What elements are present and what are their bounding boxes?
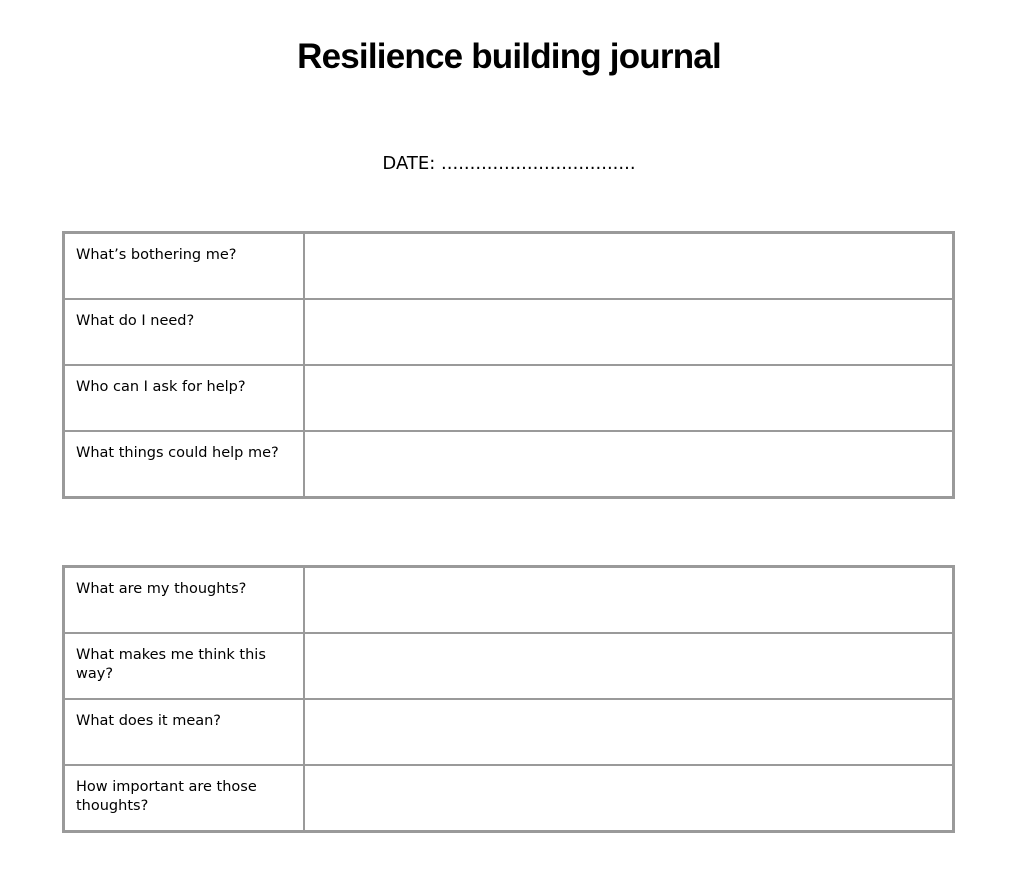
answer-cell[interactable] — [304, 365, 954, 431]
question-label: What things could help me? — [64, 431, 304, 498]
journal-table-thoughts — [62, 565, 955, 833]
question-label: Who can I ask for help? — [64, 365, 304, 431]
table-row — [64, 299, 954, 365]
journal-table-problems — [62, 231, 955, 499]
question-label: How important are those thoughts? — [64, 765, 304, 832]
date-line: DATE: .................................. — [382, 153, 636, 174]
question-label: What’s bothering me? — [64, 233, 304, 300]
answer-cell[interactable] — [304, 633, 954, 699]
table-row — [64, 699, 954, 765]
answer-cell[interactable] — [304, 567, 954, 634]
answer-cell[interactable] — [304, 699, 954, 765]
answer-cell[interactable] — [304, 299, 954, 365]
answer-cell[interactable] — [304, 233, 954, 300]
question-label: What does it mean? — [64, 699, 304, 765]
table-row — [64, 233, 954, 300]
page-title: Resilience building journal — [297, 37, 721, 76]
question-label: What makes me think this way? — [64, 633, 304, 699]
answer-cell[interactable] — [304, 431, 954, 498]
question-label: What do I need? — [64, 299, 304, 365]
question-label: What are my thoughts? — [64, 567, 304, 634]
table-row — [64, 431, 954, 498]
table-row — [64, 567, 954, 634]
table-row — [64, 365, 954, 431]
table-row — [64, 765, 954, 832]
table-row — [64, 633, 954, 699]
answer-cell[interactable] — [304, 765, 954, 832]
